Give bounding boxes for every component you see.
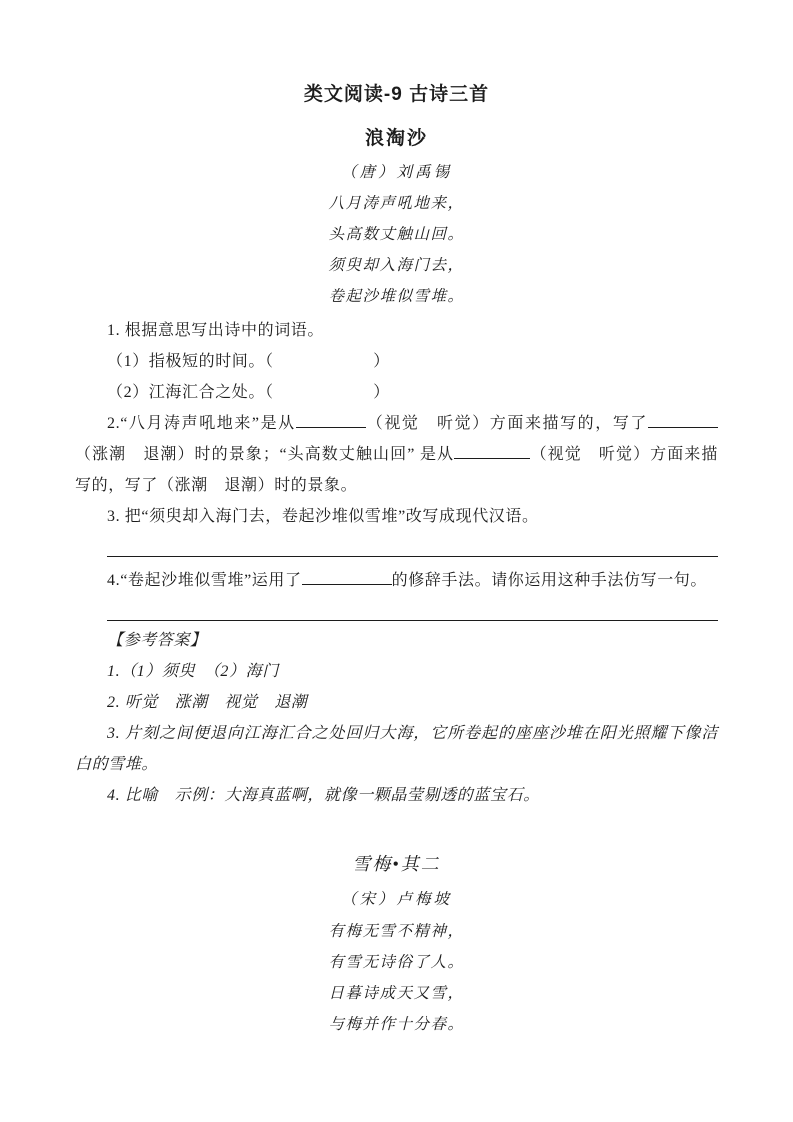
poem1-line-4: 卷起沙堆似雪堆。 bbox=[328, 288, 465, 305]
fill-blank-underline bbox=[296, 412, 366, 428]
poem2-line-3: 日暮诗成天又雪， bbox=[328, 985, 465, 1002]
question-4 bbox=[75, 565, 718, 596]
poem1-author: （唐）刘禹锡 bbox=[340, 164, 452, 181]
question-1-sub-2: （2）江海汇合之处。（ ） bbox=[107, 384, 390, 401]
fill-blank-underline bbox=[302, 569, 392, 585]
poem1-line-2: 头高数丈触山回。 bbox=[328, 226, 465, 243]
question-2-text-3: （涨潮 退潮）时的景象；“头高数丈触山回” 是从 bbox=[75, 446, 455, 463]
question-2 bbox=[75, 408, 718, 501]
fill-blank-underline bbox=[648, 412, 718, 428]
question-4-text-1: 4.“卷起沙堆似雪堆”运用了 bbox=[107, 572, 302, 589]
question-3: 3. 把“须臾却入海门去，卷起沙堆似雪堆”改写成现代汉语。 bbox=[107, 508, 539, 525]
poem1-line-1: 八月涛声吼地来， bbox=[328, 195, 465, 212]
fill-blank-underline bbox=[454, 443, 530, 459]
poem2-line-4: 与梅并作十分春。 bbox=[328, 1016, 465, 1033]
question-4-block bbox=[75, 565, 718, 621]
question-2-text-1: 2.“八月涛声吼地来”是从 bbox=[107, 415, 296, 432]
poem2-body bbox=[75, 916, 718, 1040]
answer-4: 4. 比喻 示例：大海真蓝啊，就像一颗晶莹剔透的蓝宝石。 bbox=[107, 787, 540, 804]
reference-answers-section bbox=[75, 625, 718, 811]
question-1-sub-1: （1）指极短的时间。（ ） bbox=[107, 353, 390, 370]
question-1: 1. 根据意思写出诗中的词语。 bbox=[107, 322, 325, 339]
poem2-line-1: 有梅无雪不精神， bbox=[328, 923, 465, 940]
poem1-title: 浪淘沙 bbox=[364, 128, 428, 149]
question-4-text-2: 的修辞手法。请你运用这种手法仿写一句。 bbox=[391, 572, 708, 589]
poem2-author: （宋）卢梅坡 bbox=[340, 891, 452, 908]
poem2-section bbox=[75, 853, 718, 1040]
poem1-section bbox=[75, 128, 718, 312]
question-2-text-4: （视觉 听觉）方面来描写的，写了（涨潮 退潮）时的景象。 bbox=[75, 446, 718, 494]
answer-1: 1.（1）须臾 （2）海门 bbox=[107, 663, 279, 680]
poem2-title: 雪梅•其二 bbox=[352, 854, 441, 874]
answer-2: 2. 听觉 涨潮 视觉 退潮 bbox=[107, 694, 308, 711]
poem1-body bbox=[75, 188, 718, 312]
answer-write-line bbox=[107, 532, 718, 557]
document-title: 类文阅读-9 古诗三首 bbox=[303, 84, 490, 105]
answer-3: 3. 片刻之间便退向江海汇合之处回归大海，它所卷起的座座沙堆在阳光照耀下像洁白的雪堆。 bbox=[75, 725, 718, 773]
answer-write-line bbox=[107, 596, 718, 621]
poem1-line-3: 须臾却入海门去， bbox=[328, 257, 465, 274]
questions-section bbox=[75, 315, 718, 621]
reference-answers-header: 【参考答案】 bbox=[107, 632, 207, 649]
question-2-text-2: （视觉 听觉）方面来描写的，写了 bbox=[365, 415, 648, 432]
poem2-line-2: 有雪无诗俗了人。 bbox=[328, 954, 465, 971]
